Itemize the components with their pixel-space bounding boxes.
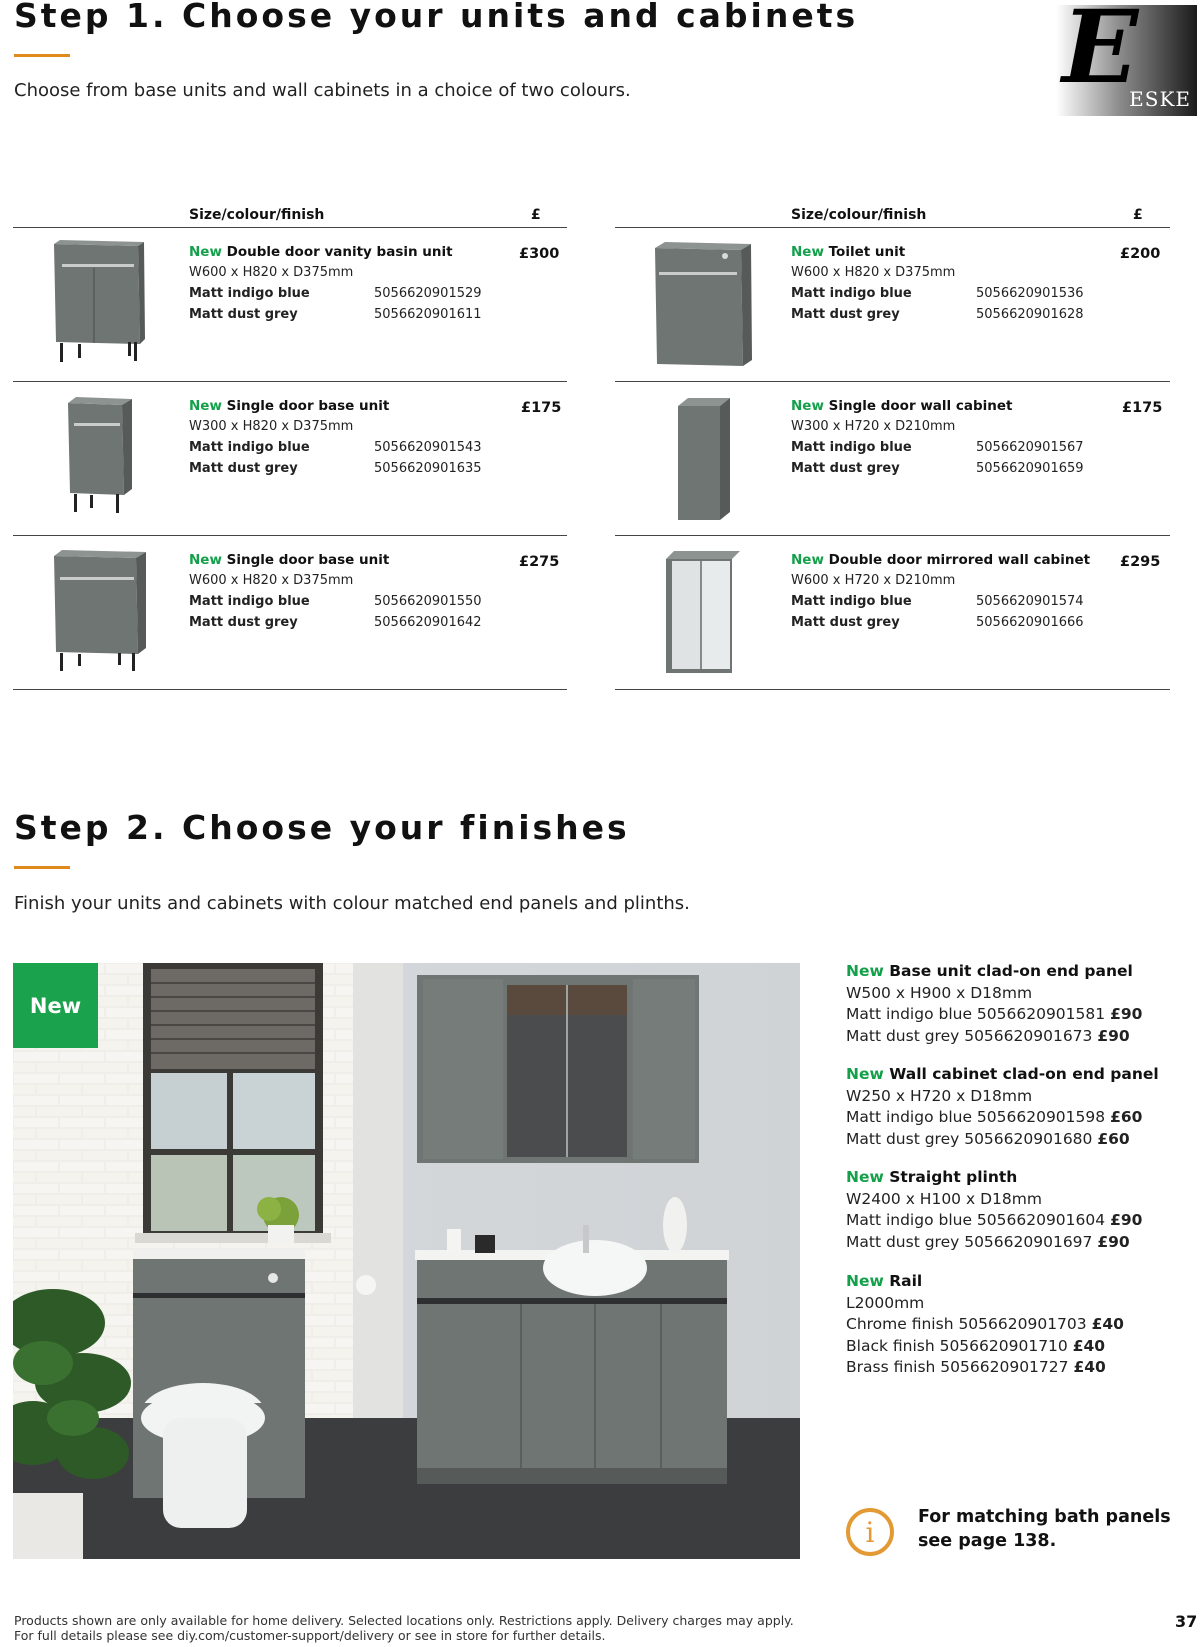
mirrored-wall-cabinet-image [662,551,744,675]
finish-line [846,1210,1142,1232]
product-title [189,552,389,568]
product-dims: W300 x H820 x D375mm [189,419,354,434]
variant-code: 5056620901550 [374,594,482,609]
variant-code: 5056620901536 [976,286,1084,301]
product-name: Double door vanity basin unit [226,244,453,260]
finish-line-text: Matt dust grey 5056620901673 [846,1026,1093,1045]
product-name: Double door mirrored wall cabinet [828,552,1091,568]
finish-line-text: Brass finish 5056620901727 [846,1358,1069,1376]
finish-line [846,1314,1124,1336]
finish-line [846,1107,1159,1129]
product-dims: W600 x H820 x D375mm [791,265,956,280]
product-name: Single door base unit [226,398,390,414]
product-price: £275 [519,554,560,570]
variant-code: 5056620901659 [976,461,1084,476]
product-price: £200 [1120,246,1161,262]
product-price: £300 [519,246,560,262]
finish-item [846,961,1142,1047]
new-tag: New [846,1065,884,1083]
product-price: £175 [1122,400,1163,416]
finish-line-price: £90 [1097,1026,1130,1045]
finish-line-price: £60 [1097,1129,1130,1148]
finish-dims: W500 x H900 x D18mm [846,983,1033,1002]
finish-line-price: £40 [1091,1315,1124,1333]
variant-colour: Matt dust grey [189,307,298,322]
variant-code: 5056620901642 [374,615,482,630]
finish-line [846,1129,1159,1151]
product-dims: W600 x H720 x D210mm [791,573,956,588]
finish-line-price: £40 [1073,1358,1106,1376]
variant-code: 5056620901635 [374,461,482,476]
finish-line [846,1026,1142,1048]
variant-code: 5056620901567 [976,440,1084,455]
product-name: Single door base unit [226,552,390,568]
finish-dims: W2400 x H100 x D18mm [846,1189,1042,1208]
step1-title: Step 1. Choose your units and cabinets [14,0,859,35]
logo-word: ESKE [1129,87,1191,111]
footer-line2: For full details please see diy.com/customer-support/delivery or see in store for further details. [14,1628,606,1643]
toilet-unit-image [651,242,756,370]
single-wall-cabinet-image [674,398,734,522]
variant-colour: Matt indigo blue [189,286,310,301]
variant-colour: Matt indigo blue [791,594,912,609]
variant-colour: Matt dust grey [791,615,900,630]
finish-line-price: £60 [1110,1108,1143,1126]
bathroom-photo [13,963,800,1559]
finish-title [846,1271,1124,1293]
step2-title: Step 2. Choose your finishes [14,808,630,847]
finish-line-text: Matt indigo blue 5056620901581 [846,1005,1106,1023]
table-rule [615,535,1170,536]
table-rule [13,381,567,382]
vanity-basin-unit-image [48,240,148,370]
product-dims: W300 x H720 x D210mm [791,419,956,434]
info-icon: i [846,1508,894,1556]
table-rule [615,689,1170,690]
currency-header-right: £ [1133,207,1143,223]
table-rule [615,227,1170,228]
variant-colour: Matt dust grey [189,615,298,630]
new-tag: New [791,244,824,260]
finish-line [846,1357,1124,1379]
new-tag: New [846,1272,884,1290]
product-name: Toilet unit [828,244,906,260]
variant-code: 5056620901666 [976,615,1084,630]
eske-logo [1056,0,1197,116]
variant-code: 5056620901543 [374,440,482,455]
single-base-unit-wide-image [48,550,148,678]
variant-code: 5056620901574 [976,594,1084,609]
finish-name: Wall cabinet clad-on end panel [889,1065,1159,1083]
finish-line-text: Matt dust grey 5056620901697 [846,1232,1093,1251]
finish-title [846,1167,1142,1189]
step2-accent-line [14,866,70,869]
variant-colour: Matt indigo blue [189,440,310,455]
col-header-right: Size/colour/finish [791,207,927,223]
variant-colour: Matt indigo blue [189,594,310,609]
new-tag: New [846,962,884,980]
footer-note [14,1613,794,1643]
col-header-left: Size/colour/finish [189,207,325,223]
finish-dims: W250 x H720 x D18mm [846,1086,1033,1105]
product-title [791,398,1012,414]
variant-code: 5056620901628 [976,307,1084,322]
step1-accent-line [14,54,70,57]
finish-line [846,1232,1142,1254]
finish-dims: L2000mm [846,1293,925,1312]
product-title [189,244,453,260]
single-base-unit-narrow-image [64,397,140,519]
new-tag: New [189,398,222,414]
product-dims: W600 x H820 x D375mm [189,265,354,280]
product-dims: W600 x H820 x D375mm [189,573,354,588]
product-title [791,244,905,260]
finish-name: Base unit clad-on end panel [889,962,1133,980]
variant-code: 5056620901529 [374,286,482,301]
new-tag: New [791,398,824,414]
product-title [189,398,389,414]
finish-line-price: £90 [1110,1211,1143,1229]
product-price: £295 [1120,554,1161,570]
step1-intro: Choose from base units and wall cabinets in a choice of two colours. [14,80,631,101]
finish-line-text: Matt indigo blue 5056620901598 [846,1108,1106,1126]
finish-line-price: £90 [1110,1005,1143,1023]
logo-letter: E [1062,0,1139,106]
finish-line-price: £90 [1097,1232,1130,1251]
finish-line-text: Matt dust grey 5056620901680 [846,1129,1093,1148]
variant-colour: Matt dust grey [791,461,900,476]
finish-name: Straight plinth [889,1168,1018,1186]
table-rule [13,227,567,228]
variant-colour: Matt dust grey [189,461,298,476]
product-title [791,552,1090,568]
finish-title [846,961,1142,983]
finish-name: Rail [889,1272,923,1290]
variant-code: 5056620901611 [374,307,482,322]
finish-item [846,1167,1142,1253]
finish-line [846,1004,1142,1026]
variant-colour: Matt indigo blue [791,286,912,301]
bath-panels-note-line2: see page 138. [918,1531,1057,1551]
currency-header-left: £ [531,207,541,223]
table-rule [13,689,567,690]
variant-colour: Matt indigo blue [791,440,912,455]
product-price: £175 [521,400,562,416]
bath-panels-note [918,1505,1171,1553]
new-tag: New [189,552,222,568]
new-tag: New [189,244,222,260]
finish-line-text: Black finish 5056620901710 [846,1336,1068,1355]
finish-line [846,1336,1124,1358]
new-tag: New [846,1168,884,1186]
variant-colour: Matt dust grey [791,307,900,322]
finish-item [846,1271,1124,1379]
product-name: Single door wall cabinet [828,398,1013,414]
bath-panels-note-line1: For matching bath panels [918,1507,1171,1527]
finish-item [846,1064,1159,1150]
new-tag: New [791,552,824,568]
finish-line-text: Matt indigo blue 5056620901604 [846,1211,1106,1229]
new-badge: New [13,963,98,1048]
finish-line-text: Chrome finish 5056620901703 [846,1315,1087,1333]
table-rule [13,535,567,536]
footer-line1: Products shown are only available for home delivery. Selected locations only. Restrictions apply. Delivery charges may apply. [14,1613,794,1628]
finish-line-price: £40 [1072,1336,1106,1355]
step2-intro: Finish your units and cabinets with colour matched end panels and plinths. [14,893,690,914]
finish-title [846,1064,1159,1086]
page-number: 37 [1175,1612,1198,1631]
table-rule [615,381,1170,382]
